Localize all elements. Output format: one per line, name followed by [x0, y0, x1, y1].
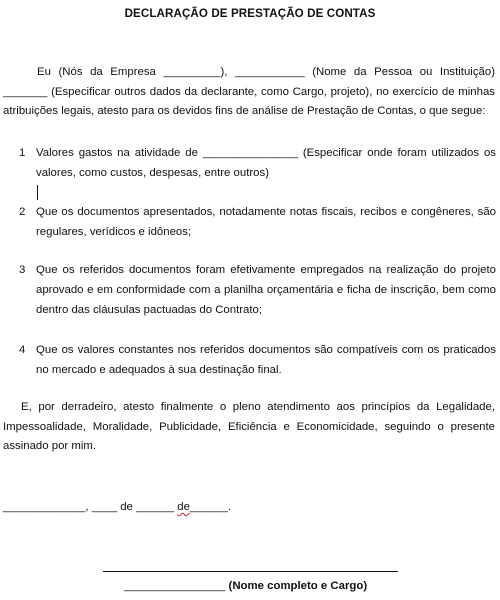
item-text: Que os documentos apresentados, notadamente notas fiscais, recibos e congêneres, são regulares, verídicos e idôneos; [36, 206, 496, 238]
item-text: Que os valores constantes nos referidos documentos são compatíveis com os praticados no mercado e adequados à sua destinação final. [36, 344, 496, 376]
closing-paragraph: E, por derradeiro, atesto finalmente o pleno atendimento aos princípios da Legalidade, Impessoalidade, Moralidade, Publicidade, Eficiência e Economicidade, seguindo o presente assinado por mim. [3, 401, 495, 452]
signature-label [124, 578, 367, 594]
signature-caption: (Nome completo e Cargo) [228, 580, 368, 592]
item-number: 2 [19, 206, 26, 218]
spellcheck-word: de [177, 501, 190, 513]
year-blank: ______. [189, 501, 232, 513]
document-title: DECLARAÇÃO DE PRESTAÇÃO DE CONTAS [124, 7, 376, 20]
list-item [19, 202, 496, 242]
month-blank: ______ [136, 501, 175, 513]
list-item [19, 143, 496, 183]
list-item [19, 340, 496, 380]
intro-paragraph: Eu (Nós da Empresa _________), ___________ (Nome da Pessoa ou Instituição) _______ (Especificar outros dados da declarante, como Cargo, projeto), no exercício de minhas atribuições legais, atesto para os devidos fins de análise de Prestação de Contas, o que segue: [3, 66, 495, 117]
date-connector: de [120, 501, 133, 513]
item-number: 4 [19, 344, 26, 356]
place-blank: _____________, [3, 501, 89, 513]
item-number: 3 [19, 264, 26, 276]
list-item [19, 260, 496, 320]
signature-blank: ________________ [124, 580, 226, 592]
day-blank: ____ [91, 501, 118, 513]
item-text: Valores gastos na atividade de _______________ (Especificar onde foram utilizados os valores, como custos, despesas, entre outros) [36, 147, 496, 179]
item-text: Que os referidos documentos foram efetivamente empregados na realização do projeto aprovado e em conformidade com a planilha orçamentária e ficha de inscrição, bem como dentro das cláusulas pactuadas do Contrato; [36, 264, 496, 316]
date-line [3, 497, 231, 517]
item-number: 1 [19, 147, 26, 159]
signature-line [103, 571, 398, 572]
text-cursor [37, 185, 38, 200]
